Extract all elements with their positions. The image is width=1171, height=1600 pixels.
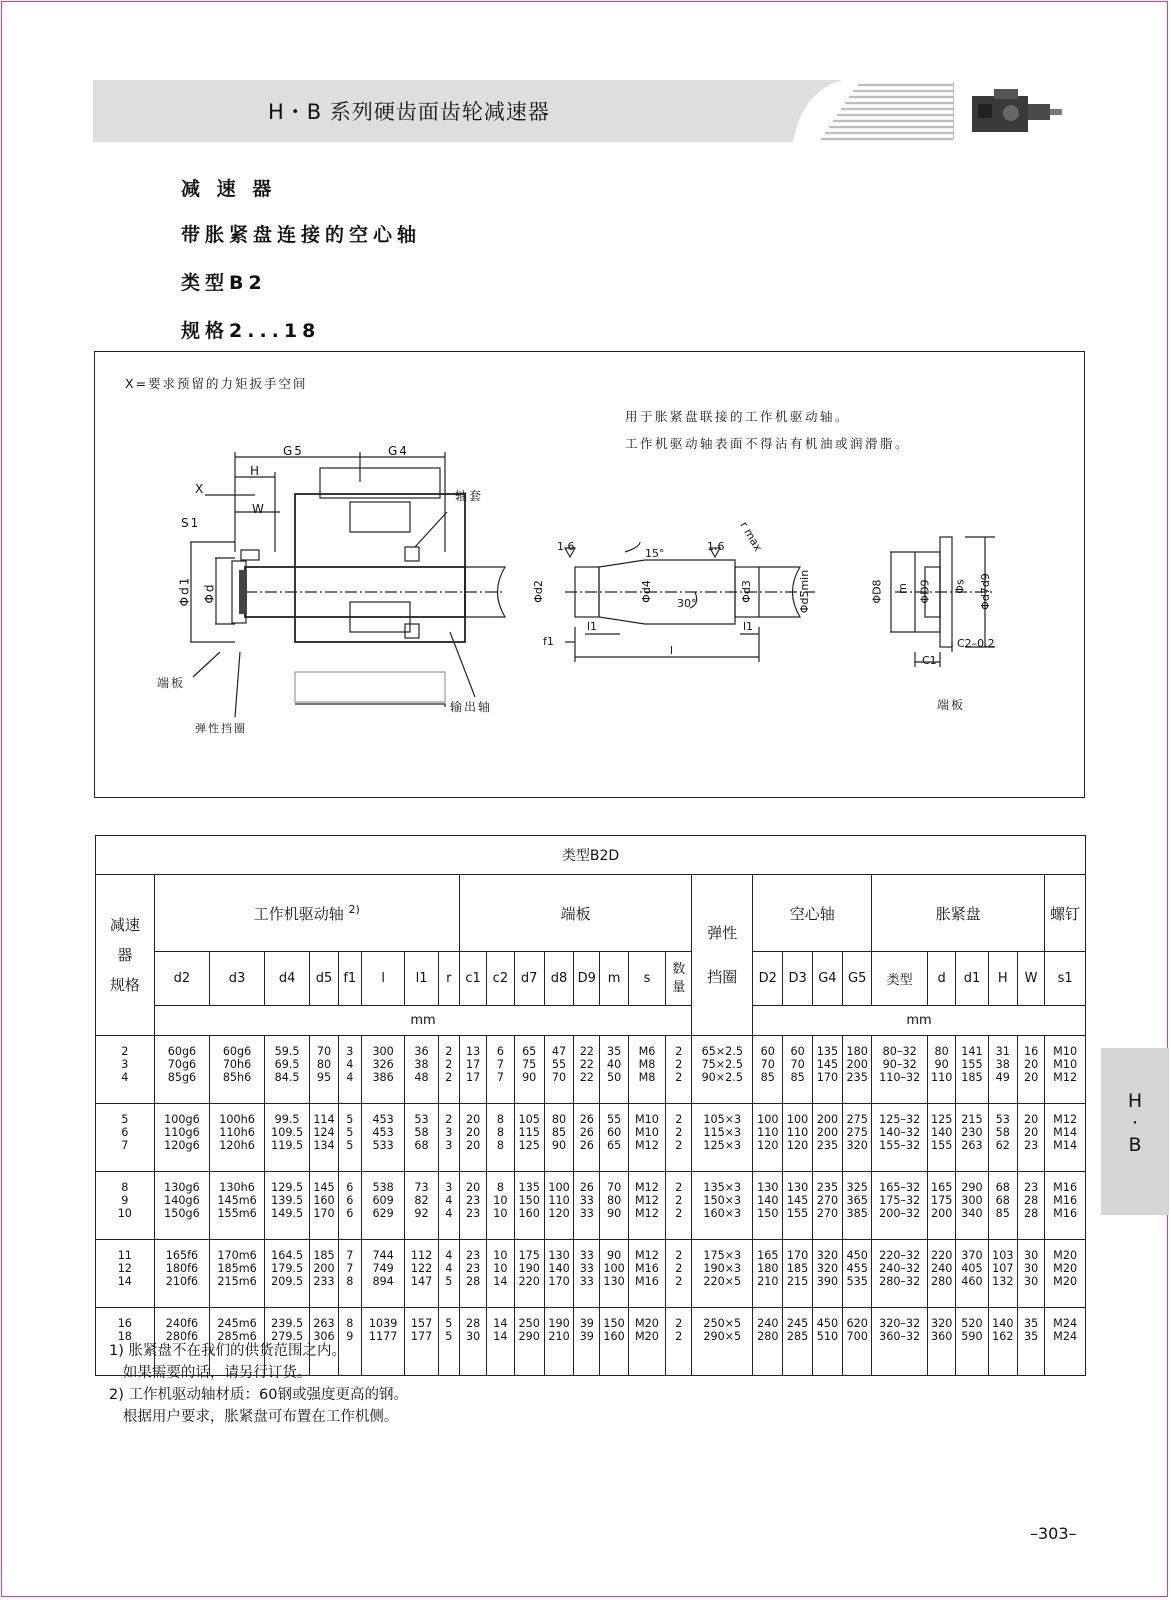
side-tab-h: H xyxy=(1127,1090,1143,1112)
label-sleeve: 轴套 xyxy=(455,489,484,503)
subheader-cell: 类型 xyxy=(872,952,928,1006)
table-cell: 165f6 180f6 210f6 xyxy=(154,1240,210,1308)
subheader-cell: d8 xyxy=(544,952,573,1006)
header-drive-shaft-note: 2) xyxy=(348,902,360,916)
table-cell: 114 124 134 xyxy=(310,1104,338,1172)
table-cell: 65×2.5 75×2.5 90×2.5 xyxy=(692,1036,753,1104)
table-cell: 26 26 26 xyxy=(574,1104,600,1172)
table-row xyxy=(96,1172,1086,1240)
heading-hollow-shaft: 带胀紧盘连接的空心轴 xyxy=(181,224,422,246)
table-cell: 235 270 270 xyxy=(812,1172,842,1240)
table-cell: 10 10 14 xyxy=(487,1240,514,1308)
diagram-note-2: 工作机驱动轴表面不得沾有机油或润滑脂。 xyxy=(625,436,911,451)
table-cell: 36 38 48 xyxy=(405,1036,438,1104)
page-number: –303– xyxy=(1030,1524,1077,1543)
table-cell: 164.5 179.5 209.5 xyxy=(264,1240,310,1308)
table-cell: 239.5 279.5 xyxy=(264,1308,310,1376)
table-cell: 150 160 xyxy=(600,1308,628,1376)
table-cell: 130g6 140g6 150g6 xyxy=(154,1172,210,1240)
table-cell: 453 453 533 xyxy=(361,1104,404,1172)
table-cell: 20 20 20 xyxy=(459,1104,486,1172)
subheader-cell: W xyxy=(1017,952,1044,1006)
table-cell: 129.5 139.5 149.5 xyxy=(264,1172,310,1240)
table-cell: 55 60 65 xyxy=(600,1104,628,1172)
header-screw: 螺钉 xyxy=(1045,875,1086,952)
table-caption: 类型B2D xyxy=(96,836,1086,875)
label-d1: Φd1 xyxy=(177,575,192,607)
table-cell: 20 23 23 xyxy=(459,1172,486,1240)
label-end-plate-2: 端板 xyxy=(937,698,966,712)
table-cell: 275 275 320 xyxy=(843,1104,872,1172)
table-cell: 145 160 170 xyxy=(310,1172,338,1240)
header-drive-shaft-label: 工作机驱动轴 xyxy=(253,904,344,923)
table-cell: 165 175 200 xyxy=(927,1172,955,1240)
table-cell: 8 9 10 xyxy=(96,1172,155,1240)
table-cell: 31 38 49 xyxy=(988,1036,1017,1104)
table-cell: 245m6 285m6 xyxy=(210,1308,265,1376)
subheader-cell: m xyxy=(600,952,628,1006)
table-cell: 200 200 235 xyxy=(812,1104,842,1172)
table-cell: 30 30 30 xyxy=(1017,1240,1044,1308)
table-cell: 215 230 263 xyxy=(956,1104,988,1172)
table-cell: 16 18 xyxy=(96,1308,155,1376)
unit-right: mm xyxy=(753,1006,1086,1036)
table-cell: 7 7 8 xyxy=(338,1240,361,1308)
table-cell: 35 35 xyxy=(1017,1308,1044,1376)
table-cell: M24 M24 xyxy=(1045,1308,1086,1376)
table-cell: 130h6 145m6 155m6 xyxy=(210,1172,265,1240)
side-tab-b: B xyxy=(1128,1134,1142,1156)
label-d3: Φd3 xyxy=(739,580,753,603)
table-cell: 70 80 90 xyxy=(600,1172,628,1240)
table-cell: 130 140 150 xyxy=(753,1172,783,1240)
table-cell: 2 2 xyxy=(666,1308,692,1376)
unit-left: mm xyxy=(154,1006,692,1036)
table-cell: 370 405 460 xyxy=(956,1240,988,1308)
table-cell: 16 20 20 xyxy=(1017,1036,1044,1104)
table-cell: 100h6 110h6 120h6 xyxy=(210,1104,265,1172)
label-l1-right: l1 xyxy=(743,620,754,633)
table-cell: 325 365 385 xyxy=(843,1172,872,1240)
table-cell: 520 590 xyxy=(956,1308,988,1376)
table-cell: 135×3 150×3 160×3 xyxy=(692,1172,753,1240)
table-cell: 240 280 xyxy=(753,1308,783,1376)
table-cell: 125–32 140–32 155–32 xyxy=(872,1104,928,1172)
diagram-top-note: X=要求预留的力矩扳手空间 xyxy=(125,376,308,391)
label-s: Φs xyxy=(953,579,967,594)
footnote-2b: 根据用户要求，胀紧盘可布置在工作机侧。 xyxy=(109,1409,399,1425)
table-row xyxy=(96,1104,1086,1172)
label-D8: ΦD8 xyxy=(870,579,884,604)
subheader-cell: D3 xyxy=(783,952,812,1006)
table-cell: 8 9 xyxy=(338,1308,361,1376)
table-cell: 190 210 xyxy=(544,1308,573,1376)
label-l1-left: l1 xyxy=(587,620,598,633)
table-cell: 538 609 629 xyxy=(361,1172,404,1240)
subheader-cell: s1 xyxy=(1045,952,1086,1006)
table-cell: 2 2 2 xyxy=(666,1172,692,1240)
table-cell: 28 30 xyxy=(459,1308,486,1376)
label-f1: f1 xyxy=(543,635,554,648)
label-angle-30: 30° xyxy=(677,597,697,610)
subheader-cell: H xyxy=(988,952,1017,1006)
header-drive-shaft xyxy=(154,875,459,952)
table-cell: 53 58 68 xyxy=(405,1104,438,1172)
table-cell: 3 4 4 xyxy=(338,1036,361,1104)
table-cell: 60g6 70g6 85g6 xyxy=(154,1036,210,1104)
table-cell: M10 M10 M12 xyxy=(628,1104,665,1172)
table-cell: 175 190 220 xyxy=(514,1240,544,1308)
table-cell: 80 85 90 xyxy=(544,1104,573,1172)
table-cell: 14 14 xyxy=(487,1308,514,1376)
table-cell: 450 455 535 xyxy=(843,1240,872,1308)
header-retaining-ring: 弹性 挡圈 xyxy=(692,875,753,1036)
table-cell: M12 M12 M12 xyxy=(628,1172,665,1240)
table-cell: 39 39 xyxy=(574,1308,600,1376)
table-cell: 35 40 50 xyxy=(600,1036,628,1104)
table-cell: 3 4 4 xyxy=(438,1172,459,1240)
table-cell: M12 M16 M16 xyxy=(628,1240,665,1308)
table-cell: 290 300 340 xyxy=(956,1172,988,1240)
subheader-cell: d7 xyxy=(514,952,544,1006)
page-header xyxy=(93,80,1083,142)
subheader-cell: d5 xyxy=(310,952,338,1006)
header-hollow-shaft: 空心轴 xyxy=(753,875,872,952)
table-cell: 99.5 109.5 119.5 xyxy=(264,1104,310,1172)
table-cell: 135 145 170 xyxy=(812,1036,842,1104)
table-cell: 60 70 85 xyxy=(783,1036,812,1104)
subheader-cell: f1 xyxy=(338,952,361,1006)
table-cell: 2 3 4 xyxy=(96,1036,155,1104)
table-cell: 68 68 85 xyxy=(988,1172,1017,1240)
table-cell: 80 90 110 xyxy=(927,1036,955,1104)
footnote-1: 1) 胀紧盘不在我们的供货范围之内。 xyxy=(109,1343,346,1359)
table-cell: 73 82 92 xyxy=(405,1172,438,1240)
table-cell: M10 M10 M12 xyxy=(1045,1036,1086,1104)
label-s1: S1 xyxy=(181,516,201,530)
subheader-row xyxy=(96,952,1086,1006)
table-cell: 80–32 90–32 110–32 xyxy=(872,1036,928,1104)
table-cell: 185 200 233 xyxy=(310,1240,338,1308)
label-roughness-1: 1.6 xyxy=(557,540,575,553)
table-cell: 220 240 280 xyxy=(927,1240,955,1308)
subheader-cell: G4 xyxy=(812,952,842,1006)
gearbox-photo xyxy=(953,82,1078,139)
table-cell: 6 7 7 xyxy=(487,1036,514,1104)
table-body xyxy=(96,1036,1086,1376)
footnotes xyxy=(109,1340,408,1428)
header-end-plate: 端板 xyxy=(459,875,692,952)
table-cell: 8 10 10 xyxy=(487,1172,514,1240)
table-cell: 70 80 95 xyxy=(310,1036,338,1104)
subheader-cell: s xyxy=(628,952,665,1006)
table-cell: 165–32 175–32 200–32 xyxy=(872,1172,928,1240)
label-g4: G4 xyxy=(388,444,409,458)
table-cell: 2 3 3 xyxy=(438,1104,459,1172)
table-cell: 320–32 360–32 xyxy=(872,1308,928,1376)
table-cell: 263 306 xyxy=(310,1308,338,1376)
label-x: X xyxy=(195,482,206,496)
header-reducer-size: 减速 器 规格 xyxy=(96,875,155,1036)
table-cell: 165 180 210 xyxy=(753,1240,783,1308)
side-tab-dot: · xyxy=(1131,1112,1139,1134)
label-g5: G5 xyxy=(283,444,304,458)
label-d5min: Φd5min xyxy=(798,569,812,614)
header-title: H・B 系列硬齿面齿轮减速器 xyxy=(268,100,550,124)
label-m: m xyxy=(895,583,909,594)
heading-type: 类型B2 xyxy=(181,272,267,294)
table-cell: 450 510 xyxy=(812,1308,842,1376)
label-angle-15: 15° xyxy=(645,547,665,560)
table-cell: 175×3 190×3 220×5 xyxy=(692,1240,753,1308)
table-cell: 744 749 894 xyxy=(361,1240,404,1308)
table-cell: 47 55 70 xyxy=(544,1036,573,1104)
table-cell: 5 5 xyxy=(438,1308,459,1376)
table-cell: 23 23 28 xyxy=(459,1240,486,1308)
table-cell: 620 700 xyxy=(843,1308,872,1376)
table-cell: 23 28 28 xyxy=(1017,1172,1044,1240)
label-D9: ΦD9 xyxy=(918,579,932,604)
table-cell: 6 6 6 xyxy=(338,1172,361,1240)
heading-reducer: 减 速 器 xyxy=(181,178,277,200)
table-cell: 103 107 132 xyxy=(988,1240,1017,1308)
table-cell: 5 6 7 xyxy=(96,1104,155,1172)
subheader-cell: l xyxy=(361,952,404,1006)
table-cell: 59.5 69.5 84.5 xyxy=(264,1036,310,1104)
table-cell: 5 5 5 xyxy=(338,1104,361,1172)
subheader-cell: d4 xyxy=(264,952,310,1006)
table-cell: 2 2 2 xyxy=(666,1240,692,1308)
table-cell: 100 110 120 xyxy=(544,1172,573,1240)
subheader-cell: c1 xyxy=(459,952,486,1006)
table-cell: 2 2 2 xyxy=(666,1036,692,1104)
table-cell: 141 155 185 xyxy=(956,1036,988,1104)
table-cell: 105×3 115×3 125×3 xyxy=(692,1104,753,1172)
label-roughness-2: 1.6 xyxy=(707,540,725,553)
dimension-table xyxy=(95,835,1086,1376)
side-tab-hb xyxy=(1101,1048,1169,1215)
label-d2: Φd2 xyxy=(531,580,545,603)
diagram-panel xyxy=(94,351,1085,798)
subheader-cell: r xyxy=(438,952,459,1006)
table-row xyxy=(96,1240,1086,1308)
subheader-cell: d1 xyxy=(956,952,988,1006)
table-cell: 11 12 14 xyxy=(96,1240,155,1308)
table-cell: 240f6 280f6 xyxy=(154,1308,210,1376)
table-cell: 100 110 120 xyxy=(753,1104,783,1172)
table-cell: M16 M16 M16 xyxy=(1045,1172,1086,1240)
footnote-1b: 如果需要的话，请另行订货。 xyxy=(109,1365,312,1381)
table-cell: 1039 1177 xyxy=(361,1308,404,1376)
table-cell: 53 58 62 xyxy=(988,1104,1017,1172)
table-cell: 245 285 xyxy=(783,1308,812,1376)
header-shrink-disc: 胀紧盘 xyxy=(872,875,1045,952)
subheader-cell: D9 xyxy=(574,952,600,1006)
table-cell: 2 2 2 xyxy=(438,1036,459,1104)
table-cell: 220–32 240–32 280–32 xyxy=(872,1240,928,1308)
table-cell: M12 M14 M14 xyxy=(1045,1104,1086,1172)
label-w: W xyxy=(252,502,266,516)
table-cell: M20 M20 xyxy=(628,1308,665,1376)
table-cell: M20 M20 M20 xyxy=(1045,1240,1086,1308)
subheader-cell: c2 xyxy=(487,952,514,1006)
table-cell: 100 110 120 xyxy=(783,1104,812,1172)
table-cell: 170m6 185m6 215m6 xyxy=(210,1240,265,1308)
table-cell: 130 145 155 xyxy=(783,1172,812,1240)
table-cell: 135 150 160 xyxy=(514,1172,544,1240)
footnote-2: 2) 工作机驱动轴材质：60钢或强度更高的钢。 xyxy=(109,1387,408,1403)
table-cell: 26 33 33 xyxy=(574,1172,600,1240)
table-cell: 125 140 155 xyxy=(927,1104,955,1172)
label-c1: C1 xyxy=(922,654,937,667)
label-l: l xyxy=(670,644,674,657)
subheader-cell: d xyxy=(927,952,955,1006)
table-cell: 320 320 390 xyxy=(812,1240,842,1308)
label-d7d9: Φd7d9 xyxy=(978,573,992,610)
table-cell: 8 8 8 xyxy=(487,1104,514,1172)
table-cell: 180 200 235 xyxy=(843,1036,872,1104)
table-cell: 65 75 90 xyxy=(514,1036,544,1104)
table-cell: 300 326 386 xyxy=(361,1036,404,1104)
table-cell: 320 360 xyxy=(927,1308,955,1376)
table-cell: 22 22 22 xyxy=(574,1036,600,1104)
label-retaining-ring: 弹性挡圈 xyxy=(195,722,247,735)
table-cell: 90 100 130 xyxy=(600,1240,628,1308)
table-cell: 13 17 17 xyxy=(459,1036,486,1104)
label-d: Φd xyxy=(202,582,217,604)
label-end-plate: 端板 xyxy=(157,676,186,690)
table-cell: 33 33 33 xyxy=(574,1240,600,1308)
label-rmax: r max xyxy=(737,519,765,554)
label-output-shaft: 输出轴 xyxy=(450,700,493,714)
subheader-cell: d2 xyxy=(154,952,210,1006)
table-cell: M6 M8 M8 xyxy=(628,1036,665,1104)
table-cell: 250 290 xyxy=(514,1308,544,1376)
subheader-cell: G5 xyxy=(843,952,872,1006)
heading-sizes: 规格2...18 xyxy=(181,320,321,342)
subheader-cell: 数 量 xyxy=(666,952,692,1006)
table-cell: 250×5 290×5 xyxy=(692,1308,753,1376)
table-cell: 100g6 110g6 120g6 xyxy=(154,1104,210,1172)
table-cell: 112 122 147 xyxy=(405,1240,438,1308)
subheader-cell: l1 xyxy=(405,952,438,1006)
label-d4: Φd4 xyxy=(639,580,653,603)
table-cell: 170 185 215 xyxy=(783,1240,812,1308)
table-cell: 60 70 85 xyxy=(753,1036,783,1104)
table-cell: 105 115 125 xyxy=(514,1104,544,1172)
subheader-cell: D2 xyxy=(753,952,783,1006)
label-h: H xyxy=(250,464,262,478)
table-cell: 20 20 23 xyxy=(1017,1104,1044,1172)
table-row xyxy=(96,1036,1086,1104)
table-cell: 60g6 70h6 85h6 xyxy=(210,1036,265,1104)
subheader-cell: d3 xyxy=(210,952,265,1006)
diagram-note-1: 用于胀紧盘联接的工作机驱动轴。 xyxy=(625,409,851,424)
table-cell: 130 140 170 xyxy=(544,1240,573,1308)
table-cell: 2 2 2 xyxy=(666,1104,692,1172)
label-c2: C2–0.2 xyxy=(957,637,995,650)
table-cell: 140 162 xyxy=(988,1308,1017,1376)
table-cell: 157 177 xyxy=(405,1308,438,1376)
table-cell: 4 4 5 xyxy=(438,1240,459,1308)
